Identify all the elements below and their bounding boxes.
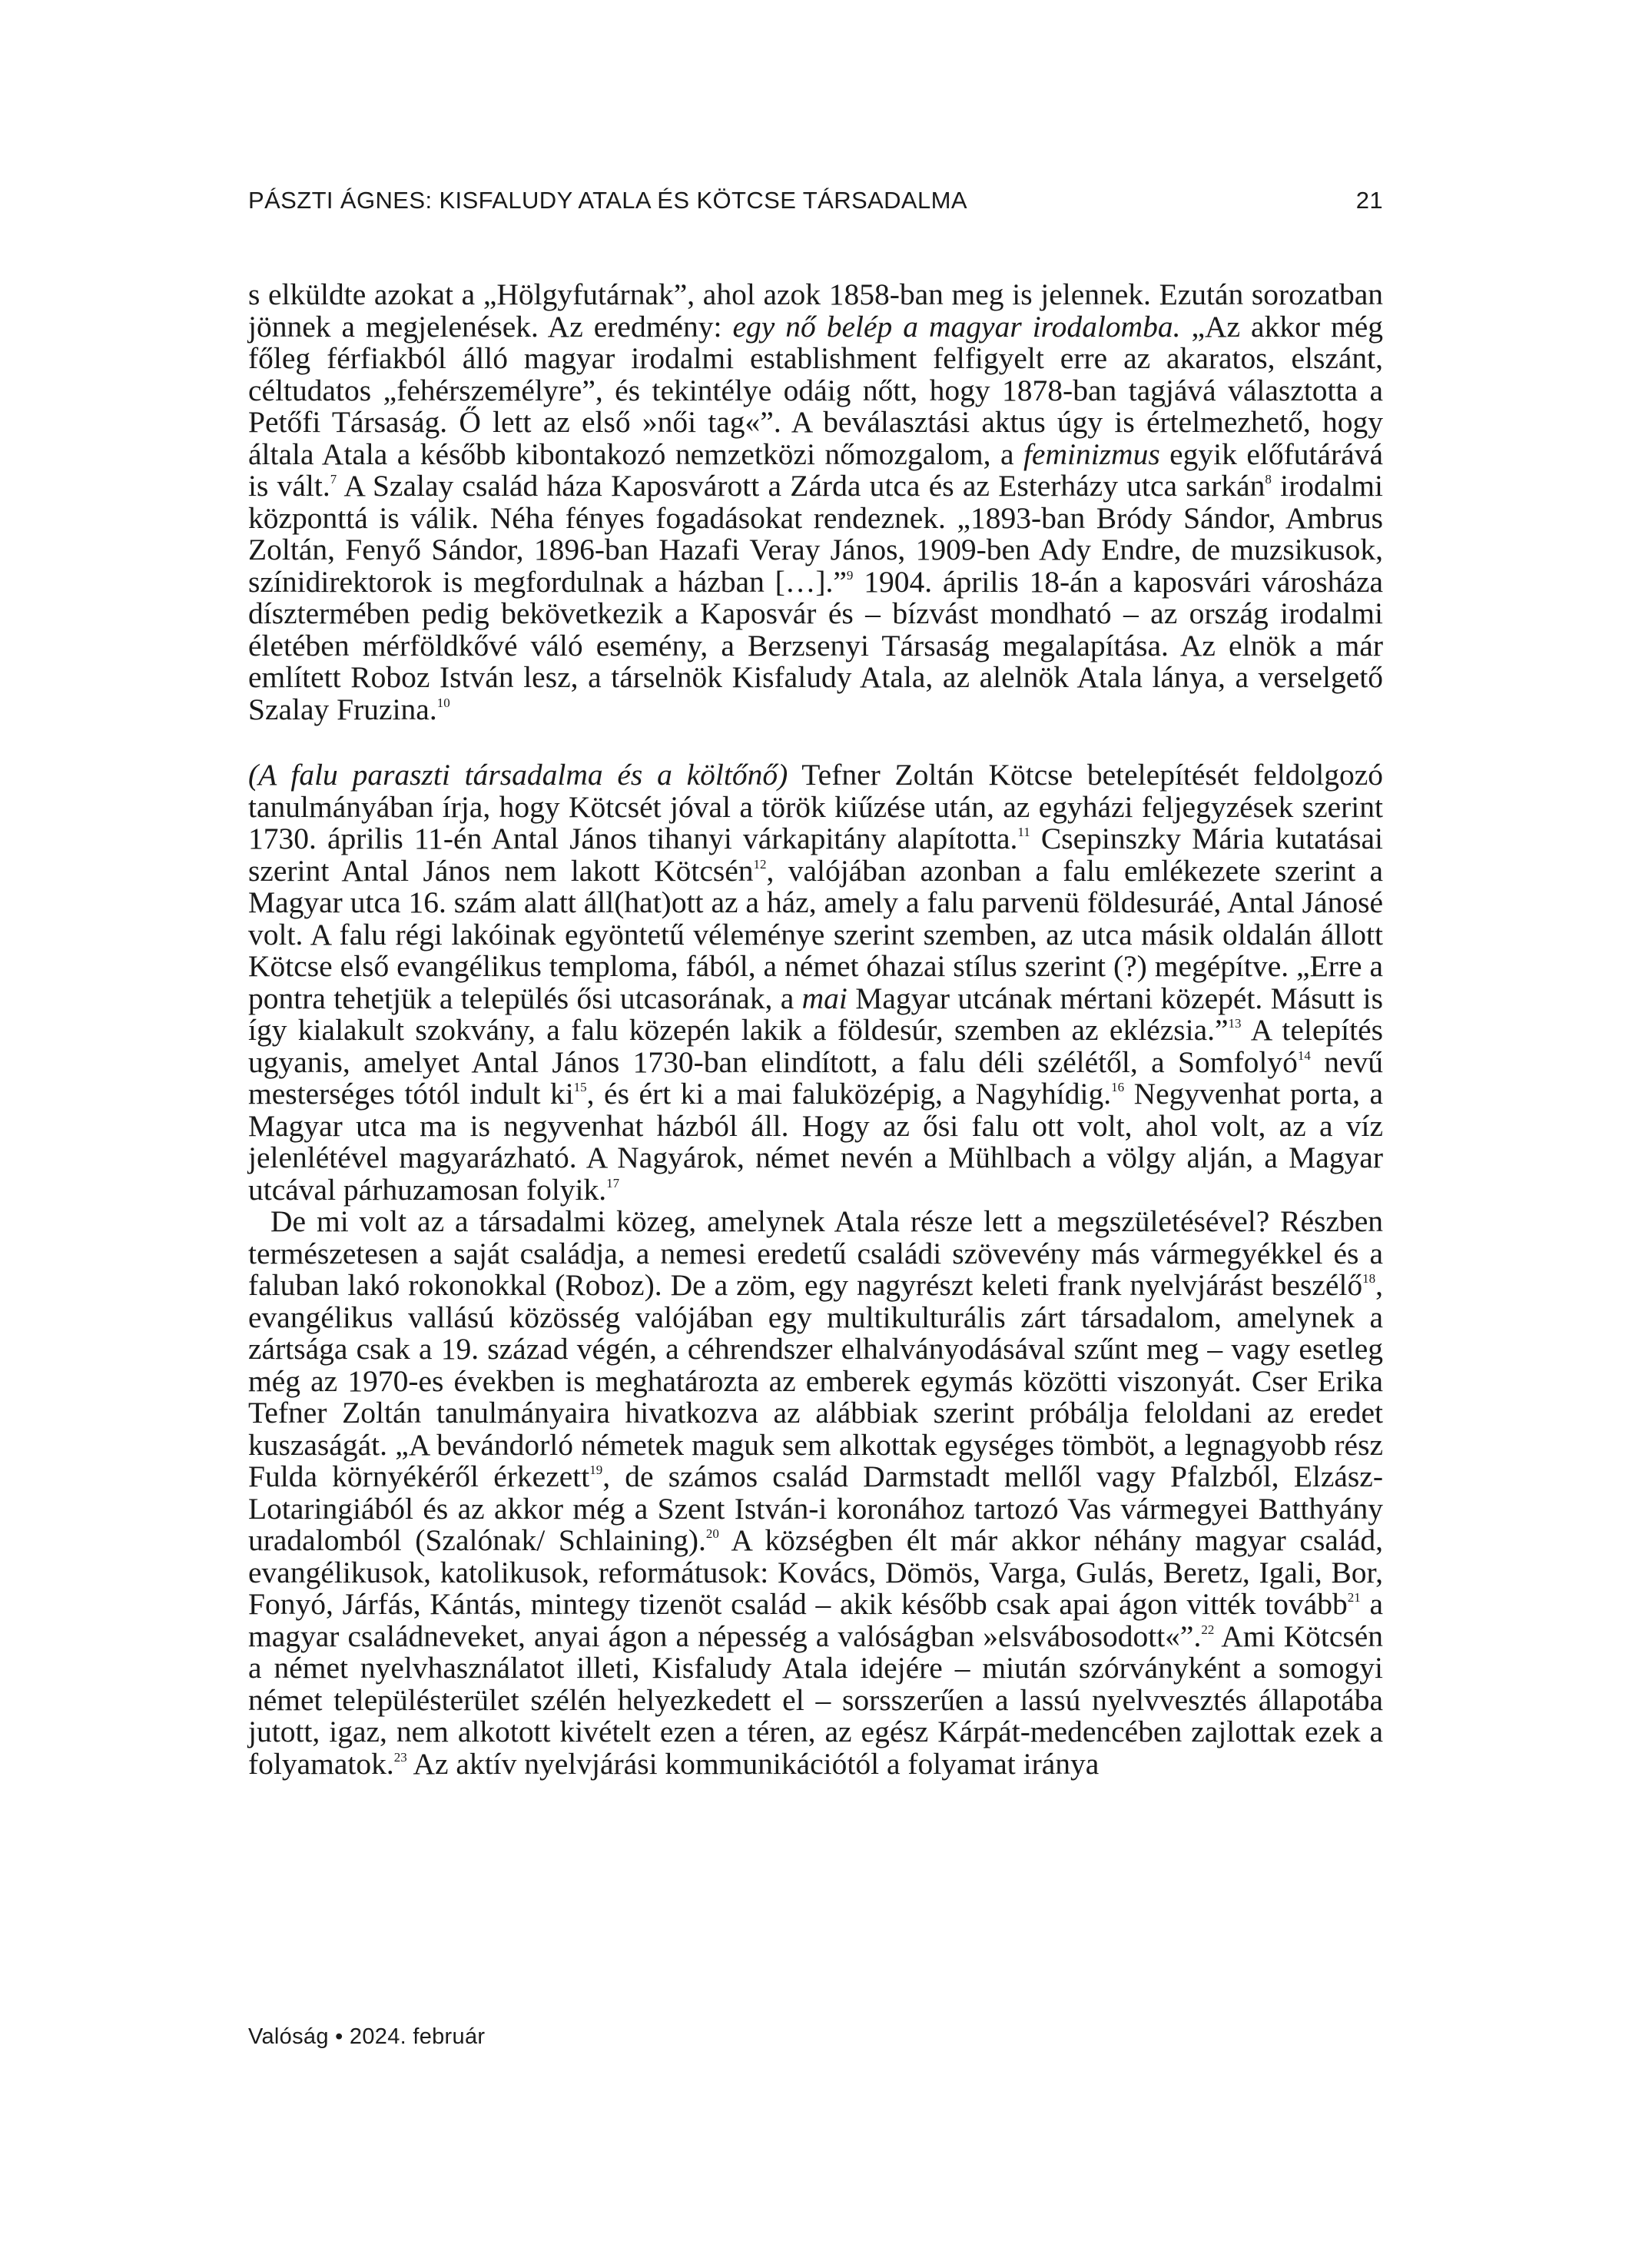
footnote-ref: 12	[753, 856, 767, 872]
footnote-ref: 10	[436, 695, 450, 710]
footnote-ref: 13	[1228, 1016, 1242, 1031]
text-run: „Az akkor még főleg férfiakból álló magyar irodalmi establishment felfigyelt erre az akaratos, elszánt, céltudatos „fehérszemélyre”, és tekintélye odáig nőtt, hogy 1878-ban tagjává választotta a Petőfi Társaság. Ő lett az első »női tag«”. A beválasztási aktus úgy is értelmezhető, hogy általa Atala a később kibontakozó nemzetközi nőmozgalom, a	[248, 309, 1383, 471]
text-run: a magyar családneveket, anyai ágon a népesség a valóságban »elsvábosodott«”.	[248, 1587, 1383, 1653]
text-run: A Szalay család háza Kaposvárott a Zárda utca és az Esterházy utca sarkán	[337, 469, 1265, 503]
footnote-ref: 18	[1362, 1271, 1376, 1286]
footnote-ref: 9	[846, 567, 854, 583]
text-run: De mi volt az a társadalmi közeg, amelynek Atala része lett a megszületésével? Részben természetesen a saját családja, a nemesi eredetű családi szövevény más vármegyékkel és a faluban lakó rokonokkal (Roboz). De a zöm, egy nagyrészt keleti frank nyelvjárást beszélő	[248, 1204, 1383, 1302]
text-run: egyik előfutárává is vált.	[248, 437, 1383, 503]
footnote-ref: 7	[330, 472, 337, 486]
text-run: Negyvenhat porta, a Magyar utca ma is negyvenhat házból áll. Hogy az ősi falu ott volt, ahol volt, az a víz jelenlétével magyarázható. A Nagyárok, német nevén a Mühlbach a völgy alján, a Magyar utcával párhuzamosan folyik.	[248, 1077, 1383, 1207]
footnote-ref: 14	[1297, 1048, 1311, 1063]
italic-text: egy nő belép a magyar irodalomba.	[732, 309, 1181, 344]
footnote-ref: 11	[1017, 825, 1030, 839]
text-run: irodalmi központtá is válik. Néha fényes fogadásokat rendeznek. „1893-ban Bródy Sándor, Ambrus Zoltán, Fenyő Sándor, 1896-ban Hazafi Veray János, 1909-ben Ady Endre, de muzsikusok, színidirektorok is megfordulnak a házban […].”	[248, 469, 1384, 599]
text-run: Az aktív nyelvjárási kommunikációtól a folyamat iránya	[406, 1746, 1100, 1781]
section-heading: (A falu paraszti társadalma és a költőnő)	[248, 758, 788, 792]
article-body	[248, 279, 1383, 1780]
page-footer: Valóság • 2024. február	[248, 2024, 486, 2049]
text-run: A telepítés ugyanis, amelyet Antal János 1730-ban elindított, a falu déli szélétől, a Somfolyó	[248, 1013, 1383, 1079]
footnote-ref: 16	[1111, 1080, 1125, 1094]
text-run: s elküldte azokat a „Hölgyfutárnak”, ahol azok 1858-ban meg is jelennek. Ezután sorozatban jönnek a megjelenések. Az eredmény:	[248, 277, 1383, 344]
paragraph-2	[248, 759, 1383, 1206]
text-run: Tefner Zoltán Kötcse betelepítését feldolgozó tanulmányában írja, hogy Kötcsét jóval a török kiűzése után, az egyházi feljegyzések szerint 1730. április 11-én Antal János tihanyi várkapitány alapította.	[248, 758, 1383, 855]
footnote-ref: 23	[393, 1749, 407, 1765]
text-run: Magyar utcának mértani közepét. Másutt is így kialakult szokvány, a falu közepén lakik a földesúr, szemben az eklézsia.”	[248, 981, 1383, 1047]
footnote-ref: 19	[589, 1463, 603, 1477]
footnote-ref: 15	[573, 1080, 587, 1094]
paragraph-1	[248, 279, 1383, 726]
text-run: , de számos család Darmstadt mellől vagy Pfalzból, Elzász-Lotaringiából és az akkor még a Szent István-i koronához tartozó Vas vármegyei Batthyány uradalomból (Szalónak/ Schlaining).	[248, 1459, 1383, 1557]
footnote-ref: 21	[1347, 1590, 1361, 1605]
footnote-ref: 17	[606, 1175, 620, 1190]
paragraph-3	[248, 1206, 1383, 1780]
text-run: Ami Kötcsén a német nyelvhasználatot illeti, Kisfaludy Atala idejére – miután szórványként a somogyi német településterület szélén helyezkedett el – sorsszerűen a lassú nyelvvesztés állapotába jutott, igaz, nem alkotott kivételt ezen a téren, az egész Kárpát-medencében zajlottak ezek a folyamatok.	[248, 1619, 1383, 1781]
running-header	[248, 187, 1383, 221]
text-run: , és ért ki a mai faluközépig, a Nagyhídig.	[586, 1077, 1112, 1111]
italic-text: mai	[801, 981, 848, 1015]
italic-text: feminizmus	[1023, 437, 1160, 471]
footnote-ref: 8	[1265, 472, 1272, 486]
footnote-ref: 20	[705, 1526, 719, 1541]
page-number: 21	[1355, 187, 1383, 214]
text-run: Csepinszky Mária kutatásai szerint Antal János nem lakott Kötcsén	[248, 822, 1383, 888]
text-run: 1904. április 18-án a kaposvári városháza dísztermében pedig bekövetkezik a Kaposvár és – bízvást mondható – az ország irodalmi életében mérföldkővé váló esemény, a Berzsenyi Társaság megalapítása. Az elnök a már említett Roboz István lesz, a társelnök Kisfaludy Atala, az alelnök Atala lánya, a verselgető Szalay Fruzina.	[248, 564, 1384, 726]
text-run: , valójában azonban a falu emlékezete szerint a Magyar utca 16. szám alatt áll(hat)ott az a ház, amely a falu parvenü földesuráé, Antal Jánosé volt. A falu régi lakóinak egyöntetű véleménye szerint szemben, az utca másik oldalán állott Kötcse első evangélikus temploma, fából, a német óhazai stílus szerint (?) megépítve. „Erre a pontra tehetjük a település ősi utcasorának, a	[248, 853, 1383, 1015]
text-run: A községben élt már akkor néhány magyar család, evangélikusok, katolikusok, reformátusok: Kovács, Dömös, Varga, Gulás, Beretz, Igali, Bor, Fonyó, Járfás, Kántás, mintegy tizenöt család – akik később csak apai ágon vitték tovább	[248, 1523, 1383, 1621]
text-run: , evangélikus vallású közösség valójában egy multikulturális zárt társadalom, amelynek a zártsága csak a 19. század végén, a céhrendszer elhalványodásával szűnt meg – vagy esetleg még az 1970-es években is meghatározta az emberek egymás közötti viszonyát. Cser Erika Tefner Zoltán tanulmányaira hivatkozva az alábbiak szerint próbálja feloldani az eredet kuszaságát. „A bevándorló németek maguk sem alkottak egységes tömböt, a legnagyobb rész Fulda környékéről érkezett	[248, 1268, 1383, 1493]
footnote-ref: 22	[1201, 1622, 1215, 1637]
text-run: nevű mesterséges tótól indult ki	[248, 1044, 1383, 1111]
running-title: PÁSZTI ÁGNES: KISFALUDY ATALA ÉS KÖTCSE TÁRSADALMA	[248, 187, 967, 214]
